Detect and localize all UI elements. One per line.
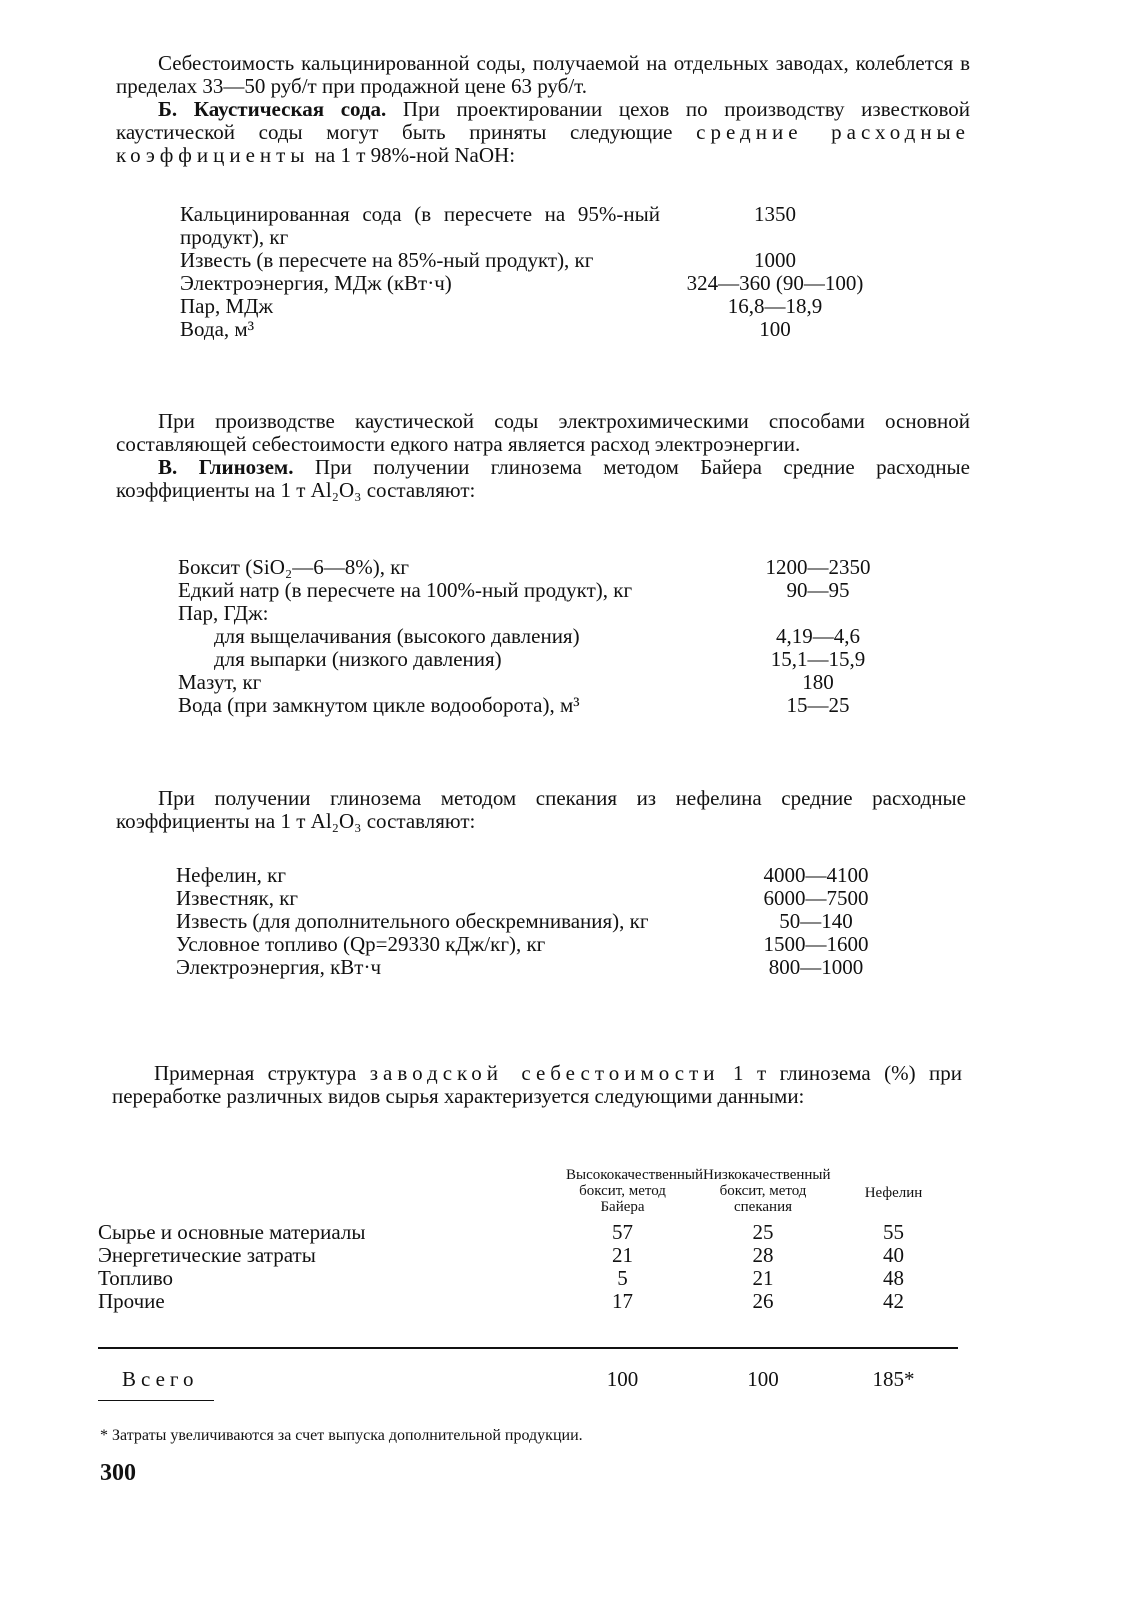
row-label: Вода, м³ [180,317,254,341]
row-label: Кальцинированная сода (в пересчете на 95%-ный продукт), кг [180,202,660,249]
page-number: 300 [100,1460,136,1486]
row-label: Известняк, кг [176,886,299,910]
row-value: 15,1—15,9 [770,647,866,671]
table-row [178,625,898,648]
header-spacer [98,1167,550,1215]
row-value: 16,8—18,9 [727,294,823,318]
alumina-heading: В. Глинозем. [158,455,294,479]
row-value: 1500—1600 [763,932,869,956]
row-value: 50—140 [779,909,853,933]
row-value: 4,19—4,6 [776,624,860,648]
row-label: Известь (для дополнительного обескремнивания), кг [176,909,649,933]
row-value: 180 [802,670,834,694]
cell: 21 [612,1243,633,1267]
structure-text-2: 1 т глинозема (%) при переработке различных видов сырья характеризуется следующими данными: [112,1061,963,1108]
cell: 5 [617,1266,628,1290]
caustic-spaced-text: средние расходные коэффициенты [116,120,970,167]
row-label: Нефелин, кг [176,863,286,887]
row-value: 800—1000 [768,955,864,979]
sinter-intro-paragraph: При получении глинозема методом спекания из нефелина средние расходные коэффициенты на 1 т Al₂O₃ составляют: [116,786,966,833]
row-value: 15—25 [786,693,850,717]
row-label: Условное топливо (Qр=29330 кДж/кг), кг [176,932,546,956]
structure-paragraph [112,1062,962,1108]
row-label: для выпарки (низкого давления) [214,647,502,671]
cell: 42 [883,1289,904,1313]
table-row [178,694,898,717]
table-row [180,249,890,272]
table-row [98,1368,956,1391]
table-row [176,887,896,910]
row-label: для выщелачивания (высокого давления) [214,624,580,648]
row-label: Топливо [98,1266,173,1290]
cell: 185* [872,1367,915,1391]
header-high-bauxite: Высококачественный боксит, метод Байера [566,1167,703,1215]
table-row [178,671,898,694]
table-row [176,956,896,979]
row-label: Мазут, кг [178,670,262,694]
table-row [178,556,898,579]
cell: 21 [752,1266,774,1290]
table-row [178,602,898,625]
row-label: Пар, МДж [180,294,273,318]
header-nepheline: Нефелин [864,1185,923,1201]
row-label: Известь (в пересчете на 85%-ный продукт), кг [180,248,594,272]
table-header [98,1167,956,1215]
alumina-text: При получении глинозема методом Байера средние расходные коэффициенты на 1 т Al₂O₃ составляют: [116,455,970,502]
cell: 40 [883,1243,904,1267]
sinter-intro-section [116,787,966,833]
caustic-paragraph [116,98,970,167]
caustic-heading: Б. Каустическая сода. [158,97,387,121]
header-low-bauxite: Низкокачественный боксит, метод спекания [703,1167,831,1215]
caustic-text-1: При проектировании цехов по производству известковой каустической соды могут быть приняты следующие [116,97,970,144]
row-value: 4000—4100 [763,863,869,887]
cell: 48 [883,1266,904,1290]
row-label: Пар, ГДж: [178,601,269,625]
table-row [176,864,896,887]
cell: 28 [752,1243,774,1267]
row-value: 324—360 (90—100) [686,271,864,295]
alumina-paragraph [116,456,970,502]
cost-total-row [98,1368,956,1391]
intro-section [116,52,970,167]
table-row [178,648,898,671]
row-label: Сырье и основные материалы [98,1220,366,1244]
total-label: Всего [122,1367,199,1391]
footnote-rule [98,1400,214,1401]
structure-text-1: Примерная структура [154,1061,370,1085]
table-row [178,579,898,602]
table-divider [98,1347,958,1349]
cost-structure-table [98,1167,956,1313]
row-label: Электроэнергия, кВт·ч [176,955,382,979]
row-value: 1350 [754,202,796,226]
cell: 100 [747,1367,779,1391]
electro-section [116,410,970,502]
cell: 26 [752,1289,774,1313]
cell: 55 [883,1220,904,1244]
intro-paragraph: Себестоимость кальцинированной соды, получаемой на отдельных заводах, колеблется в пределах 33—50 руб/т при продажной цене 63 руб/т. [116,51,970,98]
row-value: 100 [759,317,791,341]
structure-spaced-text: заводской себестоимости [369,1061,720,1085]
row-label: Прочие [98,1289,165,1313]
cell: 100 [606,1367,639,1391]
table-row [180,272,890,295]
table-row [180,203,890,249]
bayer-coefficients-table [178,556,898,717]
table-row [176,933,896,956]
footnote: * Затраты увеличиваются за счет выпуска дополнительной продукции. [100,1427,583,1444]
table-row [176,910,896,933]
electro-paragraph: При производстве каустической соды электрохимическими способами основной составляющей себестоимости едкого натра является расход электроэнергии. [116,409,970,456]
table-row [180,295,890,318]
row-value: 90—95 [786,578,850,602]
row-value: 1200—2350 [765,555,871,579]
row-label: Электроэнергия, МДж (кВт·ч) [180,271,452,295]
cell: 17 [612,1289,633,1313]
cell: 25 [752,1220,774,1244]
row-label: Энергетические затраты [98,1243,316,1267]
structure-section [112,1062,962,1108]
row-label: Боксит (SiO₂—6—8%), кг [178,555,410,579]
sinter-coefficients-table [176,864,896,979]
table-row [98,1244,956,1267]
row-label: Вода (при замкнутом цикле водооборота), м³ [178,693,580,717]
cell: 57 [612,1220,633,1244]
table-row [98,1221,956,1244]
table-row [98,1267,956,1290]
table-row [180,318,890,341]
row-value: 6000—7500 [763,886,869,910]
caustic-text-2: на 1 т 98%-ной NaOH: [309,143,516,167]
row-value: 1000 [754,248,796,272]
caustic-coefficients-table [180,203,890,341]
table-row [98,1290,956,1313]
row-label: Едкий натр (в пересчете на 100%-ный продукт), кг [178,578,633,602]
